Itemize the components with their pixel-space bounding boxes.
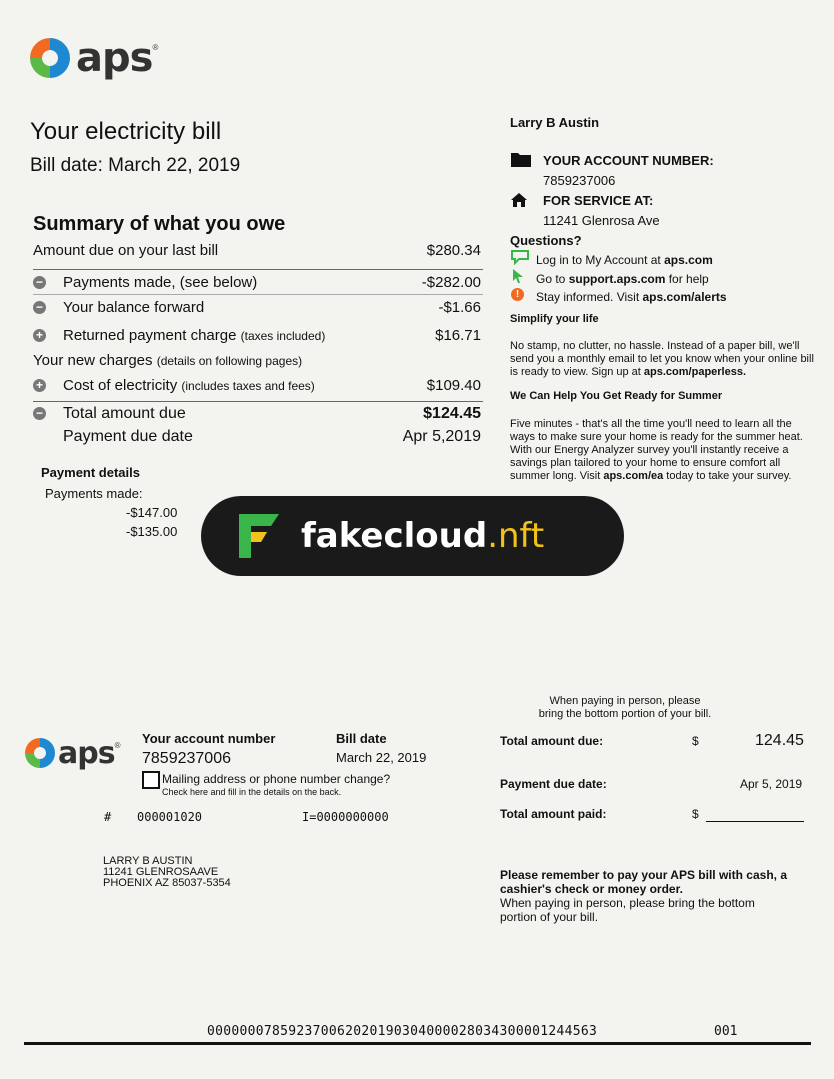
house-icon <box>510 192 528 208</box>
plus-icon: + <box>33 379 46 392</box>
stub-due-date-label: Payment due date: <box>500 777 607 791</box>
returned-label: Returned payment charge <box>63 327 237 344</box>
alerts-link[interactable]: aps.com/alerts <box>642 290 727 304</box>
question-text: Stay informed. Visit <box>536 290 643 304</box>
question-item-alerts[interactable] <box>536 290 727 304</box>
payment-details-heading: Payment details <box>41 465 140 480</box>
stub-amount-paid-label: Total amount paid: <box>500 807 607 821</box>
cursor-icon <box>511 268 525 284</box>
stub-instructions: When paying in person, please bring the bottom portion of your bill. <box>538 695 712 720</box>
minus-icon: − <box>33 301 46 314</box>
aps-wordmark: aps <box>76 35 153 81</box>
stub-total-due-value: 124.45 <box>755 732 804 749</box>
aps-com-link[interactable]: aps.com <box>664 253 713 267</box>
stub-total-due-label: Total amount due: <box>500 734 604 748</box>
payment-amount-1: -$147.00 <box>126 505 178 520</box>
watermark-ext: .nft <box>487 516 545 556</box>
address-change-note: Check here and fill in the details on the back. <box>162 787 342 797</box>
watermark-text: fakecloud <box>301 516 488 556</box>
cost-note: (includes taxes and fees) <box>181 379 315 393</box>
minus-icon: − <box>33 276 46 289</box>
service-address: 11241 Glenrosa Ave <box>543 213 660 228</box>
promo-heading-1: Simplify your life <box>510 313 599 325</box>
question-item-support[interactable]: Go to support.aps.com for help <box>536 272 709 286</box>
address-line: 11241 GLENROSAAVE <box>103 866 219 878</box>
last-bill-amount: $280.34 <box>426 242 481 259</box>
service-heading: FOR SERVICE AT: <box>543 193 654 208</box>
bottom-rule <box>24 1042 811 1045</box>
address-change-label: Mailing address or phone number change? <box>162 772 391 786</box>
stub-dollar-sign: $ <box>692 807 699 821</box>
address-line: PHOENIX AZ 85037-5354 <box>103 877 231 889</box>
account-number: 7859237006 <box>543 173 616 188</box>
bill-title: Your electricity bill <box>30 118 222 145</box>
promo-paragraph-1: No stamp, no clutter, no hassle. Instead of a paper bill, we'll send you a monthly email to let you know when your online bill is ready to view. Sign up at aps.com/paperless. <box>510 340 814 378</box>
reminder-bold: Please remember to pay your APS bill with cash, a cashier's check or money order. <box>500 868 787 896</box>
due-date: Apr 5,2019 <box>402 428 481 445</box>
plus-icon: + <box>33 329 46 342</box>
stub-code-2: I=0000000000 <box>302 810 389 824</box>
alert-icon: ! <box>511 288 524 301</box>
stub-hash: # <box>104 810 112 824</box>
amount-paid-field[interactable] <box>706 808 804 822</box>
paperless-link[interactable]: aps.com/paperless. <box>643 366 747 378</box>
watermark-banner <box>201 496 624 576</box>
due-label: Payment due date <box>63 428 193 445</box>
new-charges-label: Your new charges <box>33 352 153 369</box>
promo-heading-2: We Can Help You Get Ready for Summer <box>510 390 723 402</box>
questions-heading: Questions? <box>510 233 582 248</box>
address-change-checkbox[interactable] <box>142 771 160 789</box>
folder-icon <box>510 151 532 168</box>
promo-paragraph-2: Five minutes - that's all the time you'll need to learn all the ways to make sure your home is ready for the summer heat. With our Energy Analyzer survey you'll instantly receive a savings plan tailored to your home to ensure comfort all summer long. Visit aps.com/ea today to take your survey. <box>510 418 803 482</box>
aps-swirl-icon <box>26 34 74 82</box>
stub-dollar-sign: $ <box>692 734 699 748</box>
fakecloud-logo-icon <box>235 510 283 562</box>
stub-code-1: 000001020 <box>137 810 203 824</box>
balance-label: Your balance forward <box>63 299 205 316</box>
minus-icon: − <box>33 407 46 420</box>
chat-bubble-icon <box>510 249 530 265</box>
balance-amount: -$1.66 <box>438 299 481 316</box>
aps-logo: aps ® <box>26 34 158 82</box>
last-bill-label: Amount due on your last bill <box>33 242 219 259</box>
payment-amount-2: -$135.00 <box>126 524 178 539</box>
cost-label: Cost of electricity <box>63 377 178 394</box>
aps-logo-small: aps ® <box>22 735 120 771</box>
stub-account-number: 7859237006 <box>142 750 231 767</box>
payments-label: Payments made, (see below) <box>63 274 258 291</box>
aps-swirl-icon <box>22 735 58 771</box>
payments-amount: -$282.00 <box>421 274 481 291</box>
total-amount: $124.45 <box>423 405 481 422</box>
stub-account-label: Your account number <box>142 731 276 746</box>
scanline: 00000007859237006202019030400002803430000124456З <box>207 1024 598 1039</box>
stub-due-date: Apr 5, 2019 <box>740 777 803 791</box>
question-item-login[interactable] <box>536 253 713 267</box>
support-link[interactable]: support.aps.com <box>568 272 666 286</box>
returned-amount: $16.71 <box>435 327 481 344</box>
stub-bill-date: March 22, 2019 <box>336 750 427 765</box>
new-charges-note: (details on following pages) <box>156 354 303 368</box>
address-line: LARRY B AUSTIN <box>103 855 193 867</box>
customer-name: Larry B Austin <box>510 115 600 130</box>
payments-made-label: Payments made: <box>45 486 143 501</box>
aps-wordmark: aps <box>58 735 115 771</box>
question-text: Log in to My Account at <box>536 253 665 267</box>
question-text: Go to <box>536 272 569 286</box>
cost-amount: $109.40 <box>426 377 481 394</box>
scanline-end: 001 <box>714 1024 738 1039</box>
account-number-heading: YOUR ACCOUNT NUMBER: <box>543 153 714 168</box>
ea-link[interactable]: aps.com/ea <box>603 470 664 482</box>
returned-note: (taxes included) <box>240 329 326 343</box>
bill-date: Bill date: March 22, 2019 <box>30 155 241 176</box>
summary-heading: Summary of what you owe <box>33 213 286 235</box>
reminder-text: When paying in person, please bring the bottom portion of your bill. <box>500 896 755 924</box>
stub-bill-date-label: Bill date <box>336 731 387 746</box>
total-label: Total amount due <box>63 405 186 422</box>
mailing-address <box>103 856 231 889</box>
stub-reminder <box>500 868 790 924</box>
